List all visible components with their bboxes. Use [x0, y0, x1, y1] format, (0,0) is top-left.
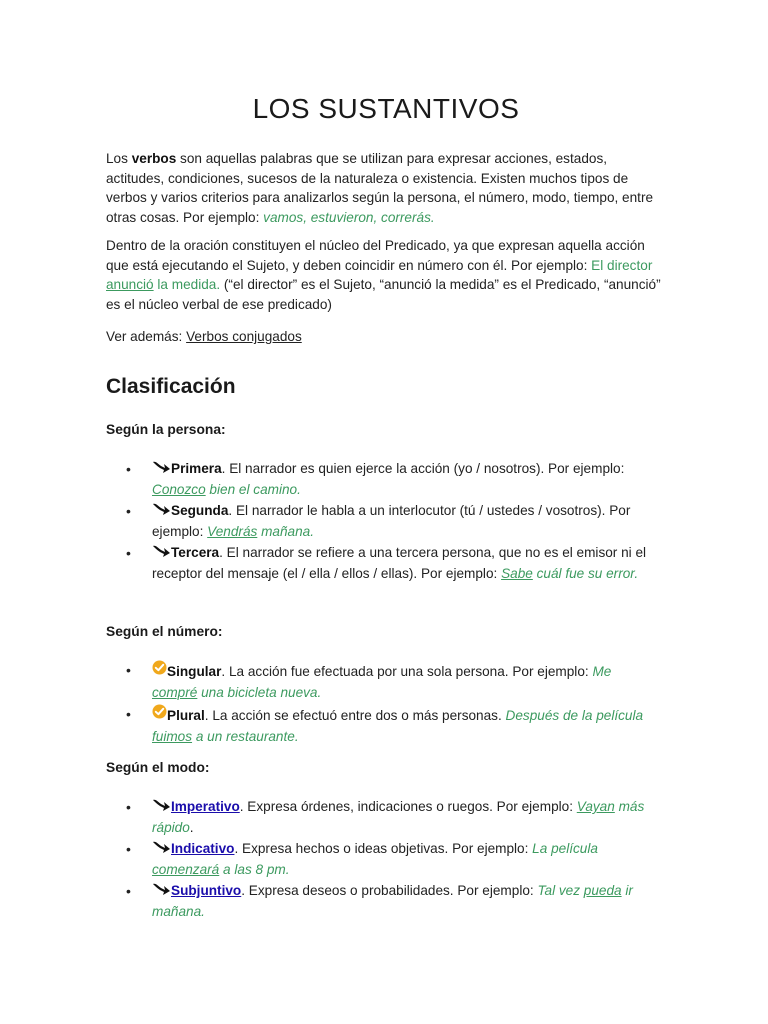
- section-heading-numero: Según el número:: [106, 624, 223, 639]
- check-circle-icon: [152, 660, 167, 675]
- example-link[interactable]: anunció: [106, 277, 154, 293]
- bullet: •: [126, 461, 131, 477]
- list-item: [106, 839, 652, 880]
- arrow-bullet-icon: [152, 798, 171, 812]
- arrow-bullet-icon: [152, 544, 171, 558]
- list-persona: [106, 459, 666, 585]
- example-link[interactable]: fuimos: [152, 728, 193, 744]
- example-text: El director: [591, 257, 653, 273]
- example-text: La película: [532, 841, 598, 856]
- item-text: . El narrador es quien ejerce la acción (yo / nosotros). Por ejemplo:: [221, 461, 625, 476]
- example-text: mañana.: [257, 523, 314, 539]
- classification-heading: Clasificación: [106, 375, 236, 398]
- example-link[interactable]: comenzará: [152, 861, 220, 877]
- arrow-bullet-icon: [152, 460, 171, 474]
- example-text: a un restaurante.: [192, 728, 299, 744]
- item-text: . La acción se efectuó entre dos o más personas.: [204, 708, 506, 723]
- item-text: . Expresa deseos o probabilidades. Por ejemplo:: [241, 883, 538, 898]
- page-title: LOS SUSTANTIVOS: [252, 93, 520, 124]
- list-modo: [106, 797, 666, 923]
- section-heading-persona: Según la persona:: [106, 422, 226, 437]
- item-term: Tercera: [171, 545, 220, 560]
- intro-paragraph-2: [106, 236, 661, 314]
- arrow-bullet-icon: [152, 840, 171, 854]
- item-term: Singular: [167, 664, 222, 679]
- bullet: •: [126, 883, 131, 899]
- example-text: cuál fue su error.: [532, 565, 639, 581]
- intro-paragraph-1: [106, 149, 661, 227]
- see-also-label: Ver además:: [106, 329, 187, 344]
- example-text: una bicicleta nueva.: [197, 684, 322, 700]
- bullet: •: [126, 545, 131, 561]
- bullet: •: [126, 706, 131, 722]
- paragraph-text: (“el director” es el Sujeto, “anunció la medida” es el Predicado, “anunció” es el núcleo verbal de ese predicado): [106, 277, 661, 312]
- intro-text: son aquellas palabras que se utilizan para expresar acciones, estados, actitudes, condiciones, sucesos de la naturaleza o existencia. Existen muchos tipos de verbos y varios criterios para analizarlos según la persona, el número, modo, tiempo, entre otras cosas. Por ejemplo:: [106, 151, 654, 225]
- example-link[interactable]: compré: [152, 684, 198, 700]
- intro-bold-term: verbos: [131, 151, 177, 166]
- check-circle-icon: [152, 704, 167, 719]
- list-item: [106, 881, 652, 922]
- item-term: Primera: [171, 461, 222, 476]
- item-text: . Expresa órdenes, indicaciones o ruegos. Por ejemplo:: [239, 799, 577, 814]
- arrow-bullet-icon: [152, 882, 171, 896]
- example-text: bien el camino.: [205, 481, 301, 497]
- section-heading-modo: Según el modo:: [106, 760, 210, 775]
- item-text: . La acción fue efectuada por una sola persona. Por ejemplo:: [221, 664, 593, 679]
- see-also-link[interactable]: Verbos conjugados: [186, 329, 302, 344]
- example-text: más rápido: [152, 799, 645, 835]
- see-also: [106, 327, 661, 347]
- example-text: Después de la película: [505, 708, 644, 723]
- example-text: a las 8 pm.: [219, 861, 290, 877]
- example-text: Tal vez: [537, 883, 584, 898]
- arrow-bullet-icon: [152, 502, 171, 516]
- item-text: . El narrador le habla a un interlocutor (tú / ustedes / vosotros). Por ejemplo:: [152, 503, 631, 539]
- item-text: . El narrador se refiere a una tercera persona, que no es el emisor ni el receptor del mensaje (el / ella / ellos / ellas). Por ejemplo:: [152, 545, 647, 581]
- term-link-subjuntivo[interactable]: Subjuntivo: [171, 883, 242, 898]
- bullet: •: [126, 503, 131, 519]
- item-term: Segunda: [171, 503, 229, 518]
- example-link[interactable]: Vendrás: [207, 523, 258, 539]
- example-link[interactable]: Sabe: [501, 565, 533, 581]
- list-item: [106, 797, 652, 838]
- example-text: ir mañana.: [152, 883, 633, 919]
- list-item: [106, 543, 652, 584]
- paragraph-text: Dentro de la oración constituyen el núcleo del Predicado, ya que expresan aquella acción que está ejecutando el Sujeto, y deben coincidir en número con él. Por ejemplo:: [106, 238, 645, 273]
- list-item: [106, 501, 652, 542]
- bullet: •: [126, 662, 131, 678]
- list-numero: [106, 660, 666, 748]
- item-term: Plural: [167, 708, 205, 723]
- item-text: . Expresa hechos o ideas objetivas. Por ejemplo:: [234, 841, 533, 856]
- bullet: •: [126, 841, 131, 857]
- list-item: [106, 459, 652, 500]
- example-text: Me: [592, 664, 612, 679]
- example-link[interactable]: pueda: [583, 883, 622, 898]
- example-link[interactable]: Vayan: [576, 799, 615, 814]
- list-item: [106, 704, 652, 747]
- item-text: .: [189, 819, 194, 835]
- list-item: [106, 660, 652, 703]
- term-link-imperativo[interactable]: Imperativo: [171, 799, 240, 814]
- example-text: la medida.: [153, 277, 221, 293]
- intro-text: Los: [106, 151, 132, 166]
- intro-example: vamos, estuvieron, correrás.: [263, 209, 435, 225]
- term-link-indicativo[interactable]: Indicativo: [171, 841, 235, 856]
- example-link[interactable]: Conozco: [152, 481, 206, 497]
- bullet: •: [126, 799, 131, 815]
